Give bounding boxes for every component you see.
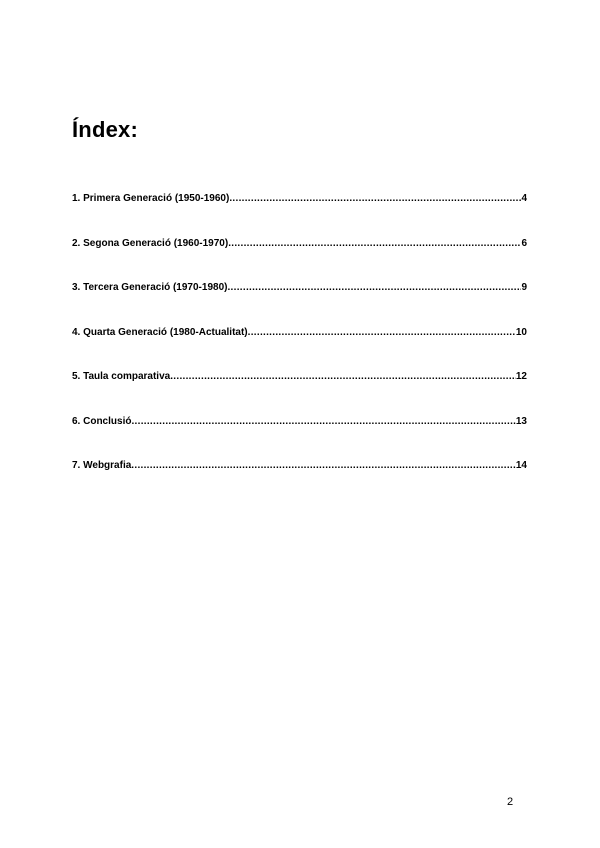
toc-entry-page: 4: [521, 193, 527, 204]
page-number: 2: [507, 796, 514, 808]
toc-entry-page: 6: [521, 237, 527, 249]
toc-entry-page: 10: [515, 326, 527, 338]
toc-dot-leader: [170, 368, 516, 386]
toc-dot-leader: [228, 235, 521, 253]
page-title: Índex:: [72, 117, 138, 142]
toc-entry-page: 13: [515, 415, 527, 427]
toc-entry: [72, 413, 527, 458]
toc-entry-page: 9: [521, 282, 527, 293]
toc-dot-leader: [248, 324, 516, 342]
toc-entry-label: 3. Tercera Generació (1970-1980): [72, 282, 228, 293]
toc-entry-page: 12: [515, 371, 527, 382]
toc-entry-label: 6. Conclusió: [72, 415, 132, 427]
toc-dot-leader: [227, 279, 521, 297]
toc-entry: [72, 324, 527, 369]
toc-entry: [72, 190, 527, 235]
toc-entry-label: 1. Primera Generació (1950-1960): [72, 193, 230, 204]
table-of-contents: [72, 190, 527, 502]
toc-entry-label: 4. Quarta Generació (1980-Actualitat): [72, 326, 248, 338]
toc-entry-label: 5. Taula comparativa: [72, 371, 171, 382]
toc-entry: [72, 279, 527, 324]
toc-dot-leader: [229, 190, 521, 208]
toc-dot-leader: [131, 457, 516, 475]
toc-entry-page: 14: [515, 460, 527, 471]
toc-entry: [72, 235, 527, 280]
toc-entry-label: 7. Webgrafia: [72, 460, 132, 471]
toc-entry: [72, 457, 527, 502]
toc-dot-leader: [131, 413, 515, 431]
toc-entry: [72, 368, 527, 413]
toc-entry-label: 2. Segona Generació (1960-1970): [72, 237, 229, 249]
